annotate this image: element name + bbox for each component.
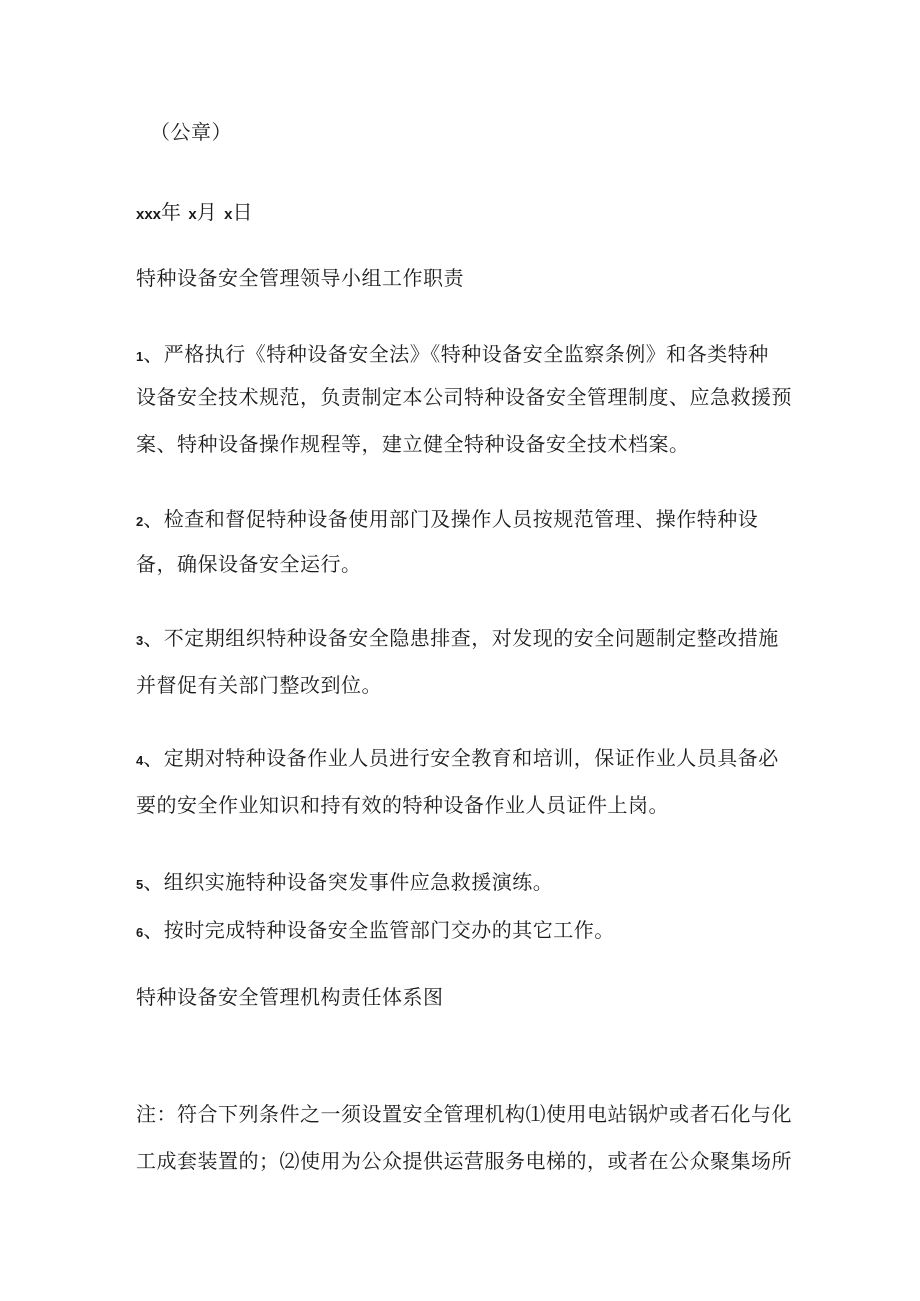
duty-text: 、不定期组织特种设备安全隐患排查，对发现的安全问题制定整改措施	[143, 626, 779, 650]
duty-2-number: 2	[136, 514, 144, 529]
date-year: xxx	[136, 206, 162, 223]
note-line-2: 工成套装置的；⑵使用为公众提供运营服务电梯的，或者在公众聚集场所	[136, 1149, 792, 1173]
note-line-1: 注：符合下列条件之一须设置安全管理机构⑴使用电站锅炉或者石化与化	[136, 1102, 792, 1126]
date-month: x	[188, 206, 197, 223]
date-month-label: 月	[196, 200, 218, 224]
duty-text: 、定期对特种设备作业人员进行安全教育和培训，保证作业人员具备必	[143, 746, 779, 770]
section-title-duties: 特种设备安全管理领导小组工作职责	[136, 266, 464, 290]
date-year-label: 年	[161, 200, 182, 224]
duty-5-line-1	[136, 868, 553, 899]
seal-text: （公章）	[150, 120, 232, 144]
duty-3-line-1	[136, 624, 779, 655]
date-day: x	[224, 206, 233, 223]
duty-6-line-1	[136, 916, 615, 947]
duty-2-line-2: 备，确保设备安全运行。	[136, 552, 362, 576]
duty-text: 、按时完成特种设备安全监管部门交办的其它工作。	[143, 918, 615, 942]
section-title-org-chart: 特种设备安全管理机构责任体系图	[136, 985, 444, 1009]
duty-4-line-1	[136, 744, 779, 775]
duty-5-number: 5	[136, 877, 144, 892]
duty-text: 、组织实施特种设备突发事件应急救援演练。	[143, 870, 554, 894]
duty-text: 、检查和督促特种设备使用部门及操作人员按规范管理、操作特种设	[143, 507, 759, 531]
duty-3-line-2: 并督促有关部门整改到位。	[136, 673, 382, 697]
duty-1-line-2: 设备安全技术规范，负责制定本公司特种设备安全管理制度、应急救援预	[136, 385, 792, 409]
duty-4-number: 4	[136, 753, 144, 768]
duty-1-number: 1	[136, 349, 144, 364]
date-day-label: 日	[232, 200, 253, 224]
duty-1-line-1	[136, 340, 769, 371]
duty-6-number: 6	[136, 925, 144, 940]
duty-2-line-1	[136, 505, 758, 536]
date-line	[136, 198, 253, 229]
duty-3-number: 3	[136, 633, 144, 648]
duty-4-line-2: 要的安全作业知识和持有效的特种设备作业人员证件上岗。	[136, 793, 669, 817]
duty-1-line-3: 案、特种设备操作规程等，建立健全特种设备安全技术档案。	[136, 432, 690, 456]
duty-text: 、严格执行《特种设备安全法》《特种设备安全监察条例》和各类特种	[143, 342, 769, 366]
